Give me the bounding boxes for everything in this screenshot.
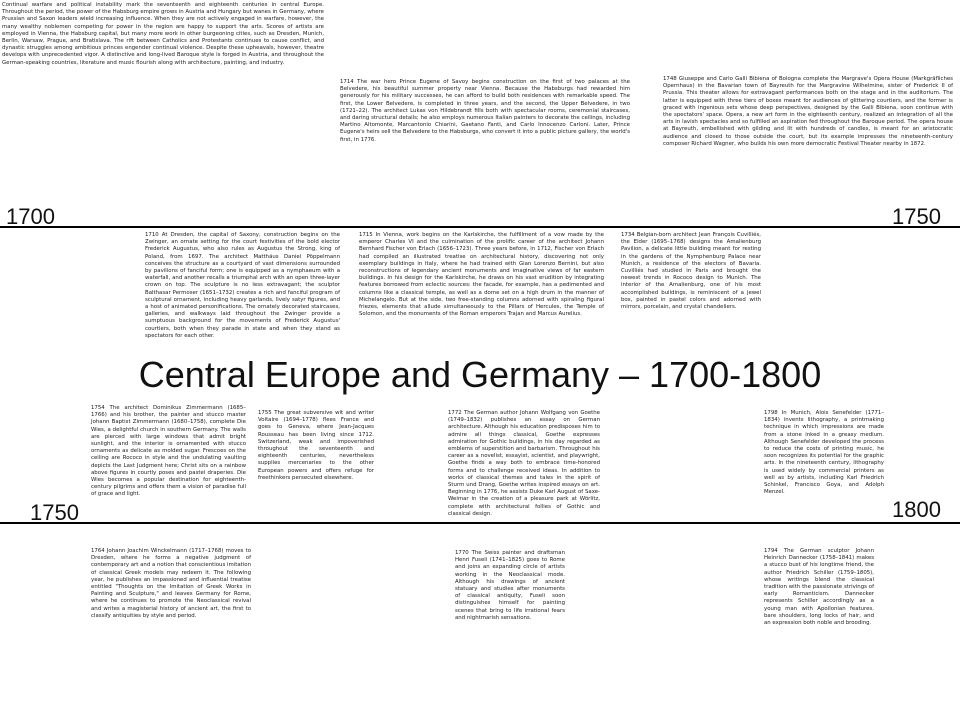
entry-1715: 1715 In Vienna, work begins on the Karlskirche, the fulfillment of a vow made by the emperor Charles VI and the culmination of the prolific career of the architect Johann Bernhard Fischer von Erlach (1656–1723). Three years before, in 1712, Fischer von Erlach had compiled an illustrated treatise on architectural history, discovering not only exemplary buildings in Italy, where he had trained with Gian Lorenzo Bernini, but also reconstructions of legendary ancient monuments and imaginative views of far eastern buildings. In his design for the Karlskirche, he draws on his vast erudition by integrating features borrowed from eclectic sources: the facade, for example, has a pedimented and columns like a classical temple, as well as a dome set on a high drum in the manner of Michelangelo. But at the side, two free-standing columns adorned with spiraling figural friezes, elements that allude simultaneously to the Pillars of Hercules, the Temple of Solomon, and the monuments of the Roman emperors Trajan and Marcus Aurelius. [359, 232, 604, 318]
timeline-top-start-year: 1700 [6, 204, 55, 229]
entry-1734a: 1734 Belgian-born architect Jean François Cuvilliés, the Elder (1695–1768) designs the Amalienburg Pavilion, a delicate little building meant for resting in the gardens of the Nymphenburg Palace near Munich, a residence of the electors of Bavaria. Cuvilliés had studied in Paris and brought the newest trends in Rococo design to Munich. The interior of the Amalienburg, one of his most accomplished buildings, is reminiscent of a jewel box, painted in pastel colors and adorned with mirrors, porcelain, and crystal chandeliers. [621, 232, 761, 311]
timeline-top-line [0, 226, 960, 228]
entry-1772: 1772 The German author Johann Wolfgang von Goethe (1749–1832) publishes an essay on German architecture. Although his education predisposes him to admire all things classical, Goethe expresses admiration for Gothic buildings, in his day regarded as emblems of superstition and barbarism. Throughout his career as a novelist, essayist, scientist, and playwright, Goethe finds a way both to embrace time-honored forms and to challenge received ideas. In addition to works of classical themes and tales in the spirit of Sturm und Drang, Goethe writes inspired essays on art. Beginning in 1776, he assists Duke Karl August of Saxe-Weimar in the creation of a pleasure park at Wörlitz, complete with architectural follies of Gothic and classical design. [448, 410, 600, 517]
entry-1764: 1764 Johann Joachim Winckelmann (1717–1768) moves to Dresden, where he forms a negative judgment of contemporary art and a notion that conscientious imitation of classical Greek models may redeem it. The following year, he publishes an impassioned and influential treatise entitled "Thoughts on the Imitation of Greek Works in Painting and Sculpture," and leaves Germany for Rome, where he continues to promote the Neoclassical revival and writes a magisterial history of ancient art, the first to classify antiquities by style and period. [91, 548, 251, 619]
intro-paragraph: Continual warfare and political instability mark the seventeenth and eighteenth centuries in central Europe. Throughout the period, the power of the Habsburg empire grows in Austria and Hungary but wanes in Germany, where Prussian and Saxon leaders wield increasing influence. When they are not actively engaged in warfare, however, the many wealthy noblemen competing for power in the region are happy to support the arts. Scores of artists are employed in Vienna, the Habsburg capital, but many more work in other burgeoning cities, such as Dresden, Munich, Berlin, Warsaw, Prague, and Bratislava. The rift between Catholics and Protestants continues to cause conflict, and dynastic struggles among ambitious princes engender continual violence. Despite these upheavals, however, theatre develops with unprecedented vigor. A distinctive and long-lived Baroque style is forged in Austria, and throughout the German-speaking countries, literature and music flourish along with architecture, painting, and industry. [2, 2, 324, 66]
entry-1754: 1754 The architect Dominikus Zimmermann (1685–1766) and his brother, the painter and stucco master Johann Baptist Zimmermann (1680–1758), complete Die Wies, a delightful church in southern Germany. The walls are pierced with large windows that admit bright sunlight, and the interior is ornamented with stucco ornaments as delicate as molded sugar. Frescoes on the ceiling are Rococo in style and the undulating vaulting depicts the Last Judgment here; Christ sits on a rainbow above figures in courtly poses and pastel draperies. Die Wies becomes a popular destination for eighteenth-century pilgrims and offers them a vision of paradise full of grace and light. [91, 405, 246, 498]
entry-1794: 1794 The German sculptor Johann Heinrich Dannecker (1758–1841) makes a stucco bust of his longtime friend, the author Friedrich Schiller (1759–1805), whose writings blend the classical tradition with the passionate strivings of early Romanticism. Dannecker represents Schiller accordingly as a young man with Apollonian features, bare shoulders, long locks of hair, and an expression both noble and brooding. [764, 548, 874, 627]
timeline-bottom-end-year: 1800 [892, 497, 941, 522]
timeline-top-end-year: 1750 [892, 204, 941, 229]
timeline-bottom-start-year: 1750 [30, 500, 79, 525]
entry-1770: 1770 The Swiss painter and draftsman Henri Fuseli (1741–1825) goes to Rome and joins an expanding circle of artists working in the Neoclassical mode. Although his drawings of ancient statuary and studies after monuments of classical antiquity, Fuseli soon distinguishes himself for painting scenes that bring to life irrational fears and nightmarish sensations. [455, 550, 565, 621]
entry-1748: 1748 Giuseppe and Carlo Galli Bibiena of Bologna complete the Margrave's Opera House (Markgräfliches Opernhaus) in the Bavarian town of Bayreuth for the Margravine Wilhelmine, sister of Frederick II of Prussia. This theater allows for extravagant performances both on the stage and in the auditorium. The latter is equipped with three tiers of boxes meant for audiences of glittering courtiers, and the former is graced with ingenious sets whose deep perspectives, designed by the Galli Bibiena, soon continue with the spectators' space. Opera, a new art form in the eighteenth century, realized an integration of all the arts in lavish spectacles and so fulfilled an aspiration fed throughout the Baroque period. The opera house at Bayreuth, embellished with gilding and lit with hundreds of candles, is meant for an aristocratic audience and closed to those outside the court, but its example impresses the nineteenth-century composer Richard Wagner, who builds his own more democratic Festival Theater nearby in 1872. [663, 76, 953, 147]
entry-1755: 1755 The great subversive wit and writer Voltaire (1694–1778) flees France and goes to Geneva, where Jean-Jacques Rousseau has been living since 1712. Switzerland, weak and impoverished throughout the seventeenth and eighteenth centuries, nevertheless supplies mercenaries to the other European powers and offers refuge for freethinkers persecuted elsewhere. [258, 410, 374, 481]
entry-1710: 1710 At Dresden, the capital of Saxony, construction begins on the Zwinger, an ornate setting for the court festivities of the bold elector Frederick Augustus, who also rules as Augustus the Strong, king of Poland, from 1697. The architect Matthäus Daniel Pöppelmann conceives the structure as a courtyard of vast dimensions surrounded by pavilions of fanciful form; one is equipped as a nymphaeum with a waterfall, and another recalls a triumphal arch with an open three-layer crown on top. The sculpture is no less extravagant; the sculptor Balthasar Permoser (1651–1732) creates a rich and fanciful program of sculptural ornament, including heavy garlands, lively satyr figures, and a host of animated personifications. The ornately decorated staircases, galleries, and walkways laid throughout the Zwinger provide a sumptuous background for the movements of Frederick Augustus' courtiers, both when they parade in state and when they stand as spectators for each other. [145, 232, 340, 339]
timeline-bottom-line [0, 522, 960, 524]
entry-1714: 1714 The war hero Prince Eugene of Savoy begins construction on the first of two palaces at the Belvedere, his beautiful summer property near Vienna. Because the Habsburgs had rewarded him generously for his military successes, he can afford to build both residences with remarkable speed. The first, the Lower Belvedere, is completed in three years, and the second, the Upper Belvedere, in two (1721–22). The architect Lukas von Hildebrandt fills both with spectacular rooms, ceremonial staircases, and daring structural details; he also employs numerous Italian painters to decorate the ceilings, including Martino Altomonte, Marcantonio Chiarini, Gaetano Fanti, and Carlo Innocenzo Carloni. Later, Prince Eugene's heirs sell the Belvedere to the Habsburgs, who convert it into a public picture gallery, the world's first, in 1776. [340, 79, 630, 143]
page-title: Central Europe and Germany – 1700-1800 [138, 354, 822, 395]
entry-1798: 1798 In Munich, Alois Senefelder (1771–1834) invents lithography, a printmaking technique in which impressions are made from a stone inked in a greasy medium. Although Senefelder developed the process to reduce the costs of printing music, he soon recognizes its potential for the graphic arts. In the nineteenth century, lithography is used widely by commercial printers as well as by artists, including Karl Friedrich Schinkel, Francisco Goya, and Adolph Menzel. [764, 410, 884, 496]
